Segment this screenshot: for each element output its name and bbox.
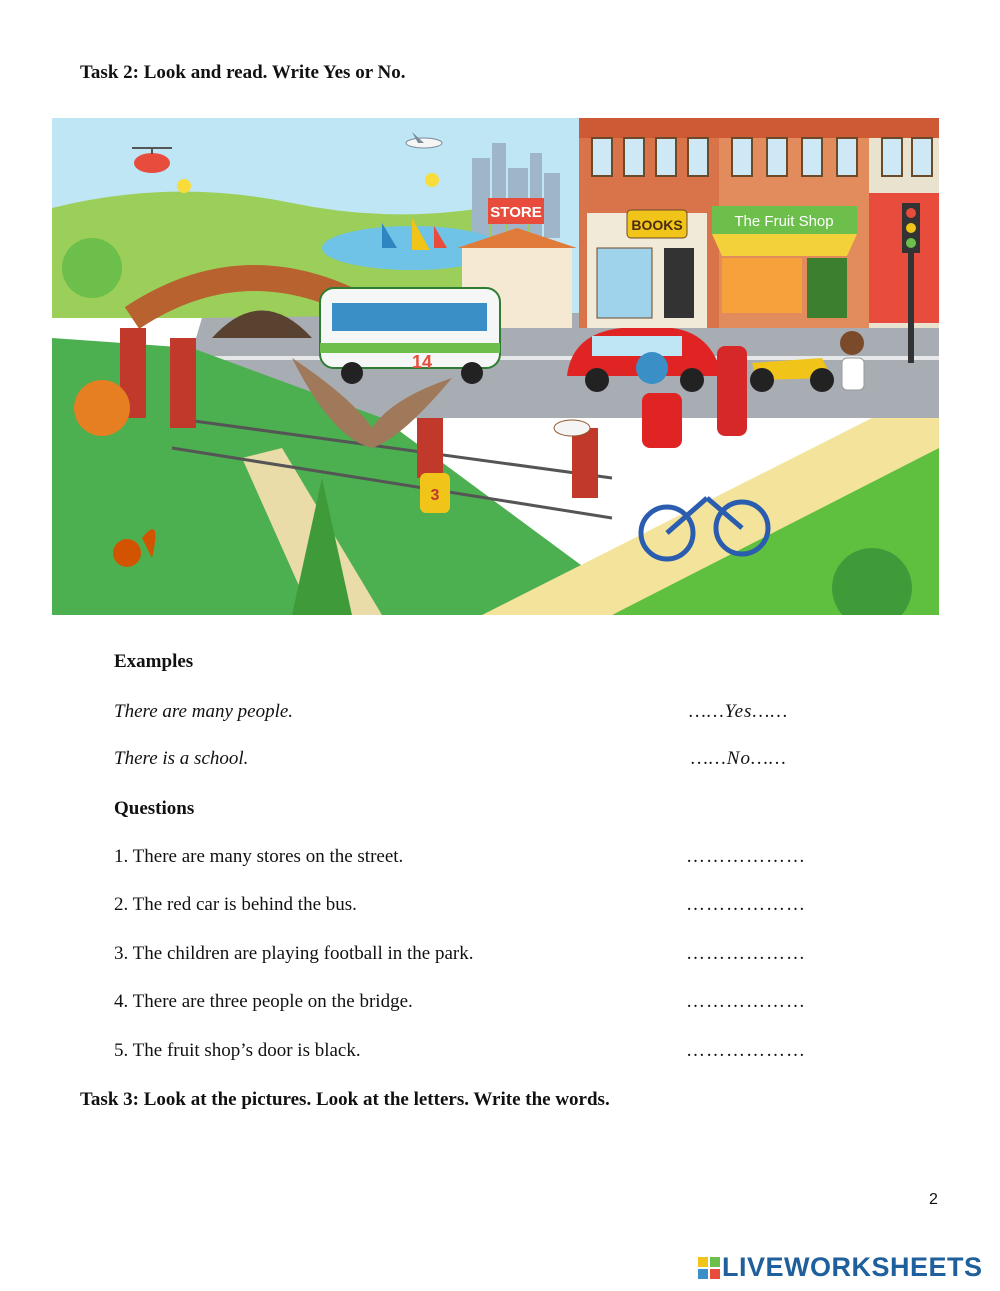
liveworksheets-logo [698,1252,983,1283]
books-sign: BOOKS [631,217,683,233]
question-4-answer-field[interactable]: ……………… [686,991,806,1012]
examples-heading: Examples [114,651,194,672]
brand-name: LIVEWORKSHEETS [722,1252,983,1282]
page-number: 2 [929,1191,938,1208]
question-3-text: 3. The children are playing football in the park. [114,943,474,964]
dog-icon [554,420,590,436]
question-2-text: 2. The red car is behind the bus. [114,894,357,915]
liveworksheets-logo-icon [698,1257,720,1279]
example-1-text: There are many people. [114,701,294,722]
question-2-answer-field[interactable]: ……………… [686,894,806,915]
task2-title: Task 2: Look and read. Write Yes or No. [80,62,406,83]
question-5-answer-field[interactable]: ……………… [686,1040,806,1061]
questions-heading: Questions [114,798,195,819]
store-sign: STORE [490,204,542,221]
question-5-text: 5. The fruit shop’s door is black. [114,1040,361,1061]
street-scene-illustration [52,118,939,615]
question-1-answer-field[interactable]: ……………… [686,846,806,867]
example-1-answer: ……Yes…… [689,701,789,722]
shirt-number: 3 [430,487,440,504]
example-2-answer: ……No…… [691,748,787,769]
postbox-icon [717,346,747,436]
bus-number: 14 [411,352,433,372]
question-3-answer-field[interactable]: ……………… [686,943,806,964]
question-4-text: 4. There are three people on the bridge. [114,991,413,1012]
example-2-text: There is a school. [114,748,249,769]
fruit-shop-sign: The Fruit Shop [734,213,834,230]
task3-title: Task 3: Look at the pictures. Look at the letters. Write the words. [80,1089,610,1110]
question-1-text: 1. There are many stores on the street. [114,846,404,867]
